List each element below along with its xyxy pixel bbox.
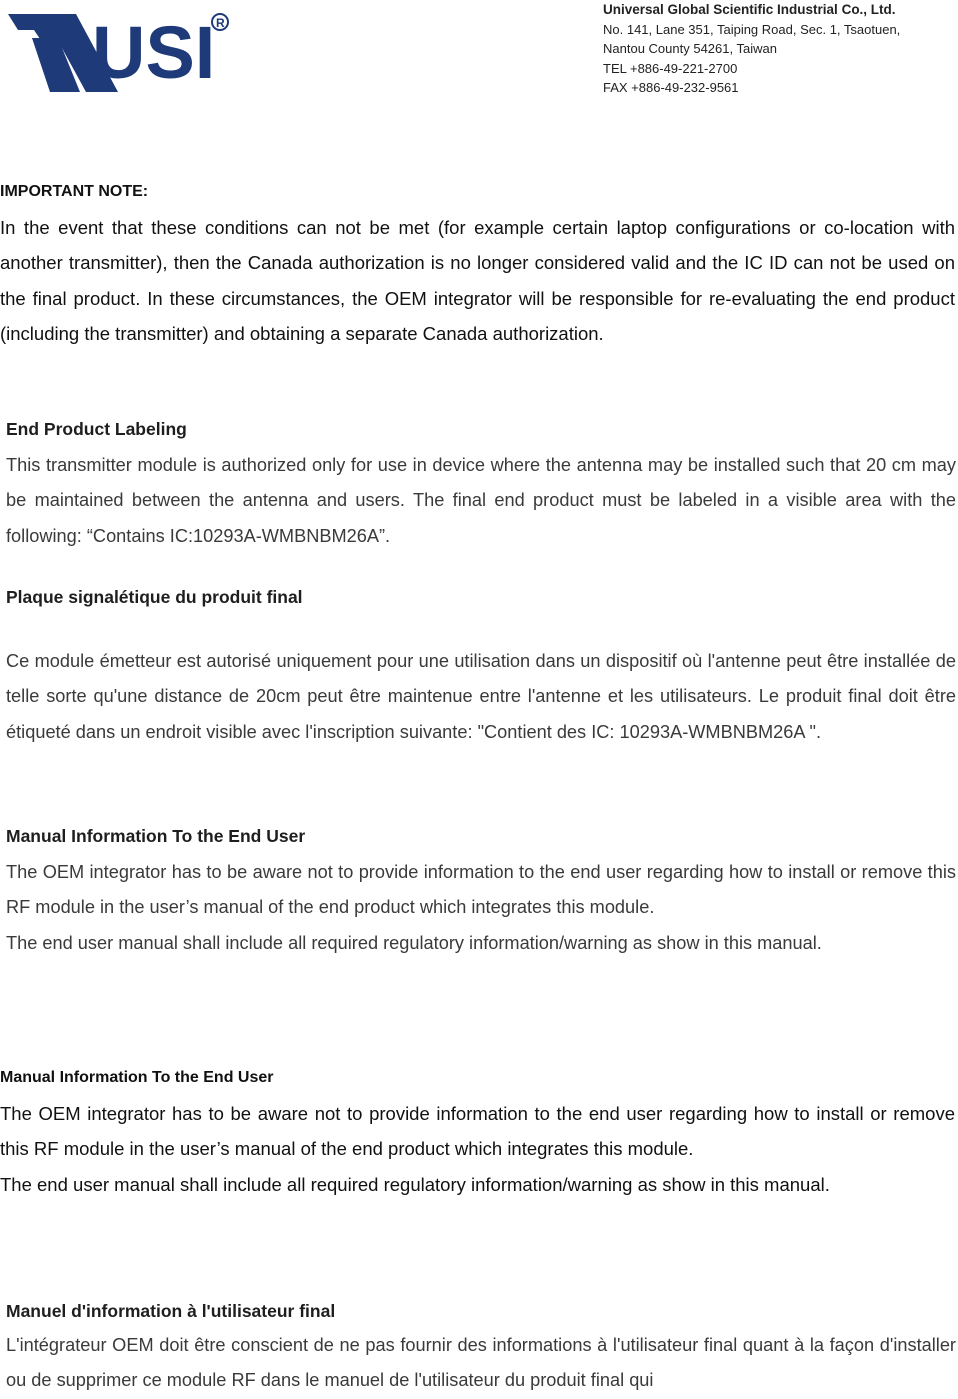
logo-text: USI [92, 11, 216, 94]
end-product-labeling-section [6, 418, 956, 554]
manuel-fr-section [6, 1300, 956, 1399]
manual-info-section [0, 1068, 955, 1202]
manual-info-scan-text-1: The OEM integrator has to be aware not to provide information to the end user regarding how to install or remove this RF module in the user’s manual of the end product which integrates this module. [6, 862, 956, 918]
manual-info-scan-section [6, 825, 956, 961]
manual-info-scan-heading: Manual Information To the End User [6, 826, 306, 846]
company-name: Universal Global Scientific Industrial Co., Ltd. [603, 2, 896, 17]
important-note-heading: IMPORTANT NOTE: [0, 183, 149, 200]
fax: FAX +886-49-232-9561 [603, 80, 739, 95]
end-product-labeling-text: This transmitter module is authorized only for use in device where the antenna may be installed such that 20 cm may be maintained between the antenna and users. The final end product must be labeled in a visible area with the following: “Contains IC:10293A-WMBNBM26A”. [6, 455, 956, 546]
end-product-labeling-heading: End Product Labeling [6, 419, 187, 439]
plaque-section [6, 586, 956, 750]
manuel-fr-text: L'intégrateur OEM doit être conscient de ne pas fournir des informations à l'utilisateur final quant à la façon d'installer ou de supprimer ce module RF dans le manuel de l'utilisateur du produit final qui [6, 1335, 956, 1391]
plaque-text: Ce module émetteur est autorisé uniquement pour une utilisation dans un dispositif où l'antenne peut être installée de telle sorte qu'une distance de 20cm peut être maintenue entre l'antenne et les utilisateurs. Le produit final doit être étiqueté dans un endroit visible avec l'inscription suivante: "Contient des IC: 10293A-WMBNBM26A ". [6, 651, 956, 742]
plaque-heading: Plaque signalétique du produit final [6, 587, 303, 607]
manuel-fr-heading: Manuel d'information à l'utilisateur final [6, 1301, 336, 1321]
usi-logo [6, 8, 236, 100]
address-line-2: Nantou County 54261, Taiwan [603, 41, 777, 56]
manual-info-text-1: The OEM integrator has to be aware not to provide information to the end user regarding how to install or remove this RF module in the user’s manual of the end product which integrates this module. [0, 1103, 955, 1160]
important-note-section [0, 182, 955, 351]
address-line-1: No. 141, Lane 351, Taiping Road, Sec. 1, Tsaotuen, [603, 21, 901, 37]
page-header [0, 0, 958, 110]
company-info [603, 0, 953, 98]
important-note-text: In the event that these conditions can not be met (for example certain laptop configurations or co-location with another transmitter), then the Canada authorization is no longer considered valid and the IC ID can not be used on the final product. In these circumstances, the OEM integrator will be responsible for re-evaluating the end product (including the transmitter) and obtaining a separate Canada authorization. [0, 217, 955, 344]
manual-info-text-2: The end user manual shall include all required regulatory information/warning as show in this manual. [0, 1173, 830, 1195]
manual-info-heading: Manual Information To the End User [0, 1069, 274, 1086]
svg-text:R: R [216, 16, 225, 30]
telephone: TEL +886-49-221-2700 [603, 60, 738, 76]
manual-info-scan-text-2: The end user manual shall include all required regulatory information/warning as show in this manual. [6, 932, 822, 953]
